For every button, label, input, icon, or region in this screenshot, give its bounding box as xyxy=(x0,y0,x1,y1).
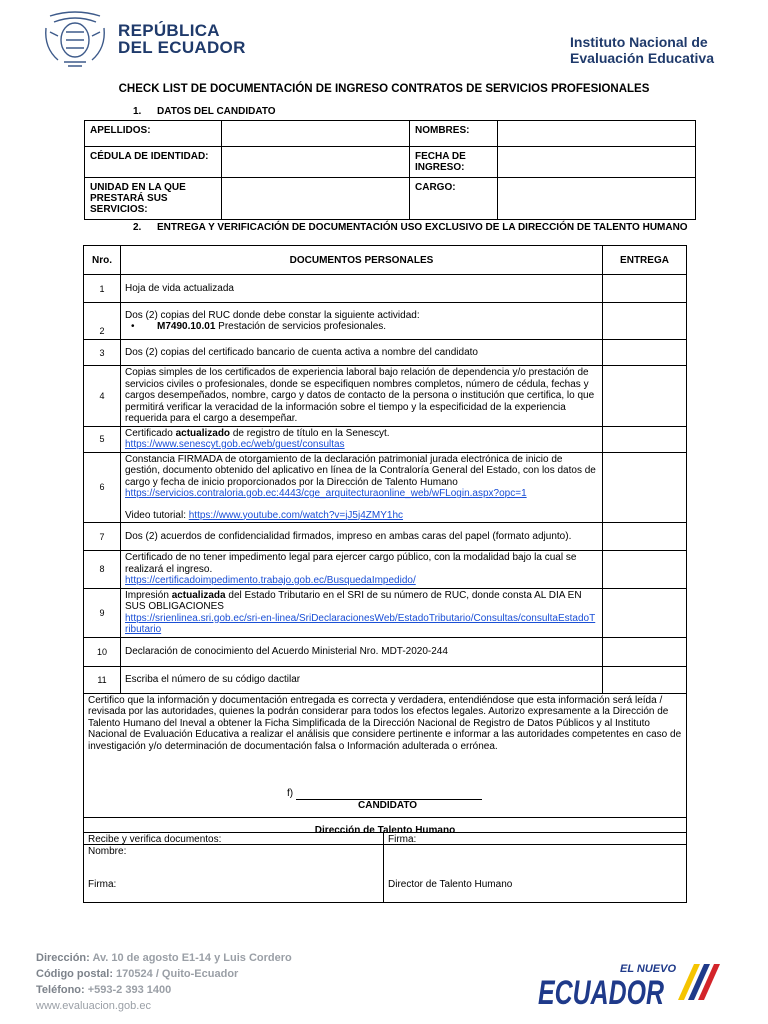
row-description: Declaración de conocimiento del Acuerdo Ministerial Nro. MDT-2020-244 xyxy=(121,637,603,666)
entrega-cell[interactable] xyxy=(603,637,687,666)
row-number: 3 xyxy=(84,340,121,366)
table-row xyxy=(84,452,687,523)
section-1-heading xyxy=(133,106,276,117)
signature-line xyxy=(88,788,682,800)
section-1-label: DATOS DEL CANDIDATO xyxy=(157,106,276,117)
certification-text: Certifico que la información y documentación entregada es correcta y verdadera, entendiéndose que esta información será leída / revisada por las autoridades, quienes la podrán considerar para todos los efectos legales. Autorizo expresamente a la Dirección de Talento Humano del Ineval a obtener la Ficha Simplificada de la Dirección Nacional de Registro de Datos Públicos y al Instituto Nacional de Evaluación Educativa a realizar el análisis que considere pertinente e informar a las autoridades competentes en caso de investigación y/o determinación de documentación falsa o Información adulterada o errónea. xyxy=(88,694,682,752)
signature-prefix: f) xyxy=(287,788,294,799)
impedimento-text: Certificado de no tener impedimento legal para ejercer cargo público, con la modalidad bajo la cual se realizará el ingreso. xyxy=(125,552,577,575)
documents-table xyxy=(83,245,687,845)
contraloria-text: Constancia FIRMADA de otorgamiento de la declaración patrimonial jurada electrónica de inicio de gestión, documento obtenido del aplicativo en línea de la Contraloría General del Estado, con los datos de cargo y fecha de inicio proporcionados por la Dirección de Talento Humano xyxy=(125,453,596,488)
table-row xyxy=(84,588,687,637)
section-2-heading xyxy=(133,222,688,233)
row-number: 11 xyxy=(84,666,121,693)
phone-value: +593-2 393 1400 xyxy=(84,984,172,996)
contraloria-link[interactable]: https://servicios.contraloria.gob.ec:4443/cge_arquitecturaonline_web/wFLogin.aspx?opc=1 xyxy=(125,488,527,499)
table-row xyxy=(84,666,687,693)
republic-line2: DEL ECUADOR xyxy=(118,38,246,57)
row-description xyxy=(121,452,603,523)
entrega-cell[interactable] xyxy=(603,275,687,303)
certification-row xyxy=(84,693,687,817)
entrega-cell[interactable] xyxy=(603,523,687,551)
header-nro: Nro. xyxy=(84,246,121,275)
institute-line2: Evaluación Educativa xyxy=(570,50,714,66)
unidad-field[interactable] xyxy=(222,178,410,220)
section-2-number: 2. xyxy=(133,222,142,233)
ruc-code: M7490.10.01 xyxy=(157,321,216,332)
table-row xyxy=(84,275,687,303)
el-nuevo-ecuador-logo xyxy=(538,958,728,1010)
nombres-field[interactable] xyxy=(498,121,696,147)
entrega-cell[interactable] xyxy=(603,426,687,452)
apellidos-field[interactable] xyxy=(222,121,410,147)
table-row xyxy=(84,366,687,427)
senescyt-text-end: de registro de título en la Senescyt. xyxy=(230,427,390,439)
senescyt-link[interactable]: https://www.senescyt.gob.ec/web/guest/consultas xyxy=(125,439,345,450)
row-description: Escriba el número de su código dactilar xyxy=(121,666,603,693)
table-row xyxy=(84,637,687,666)
footer-postal xyxy=(36,966,292,982)
footer-phone xyxy=(36,982,292,998)
institute-name xyxy=(570,34,714,66)
receive-cell[interactable] xyxy=(84,833,384,903)
table-row xyxy=(84,303,687,340)
nombres-label: NOMBRES: xyxy=(410,121,498,147)
fecha-ingreso-field[interactable] xyxy=(498,147,696,178)
table-header-row xyxy=(84,246,687,275)
ruc-text: Dos (2) copias del RUC donde debe constar la siguiente actividad: xyxy=(125,309,420,321)
cedula-label: CÉDULA DE IDENTIDAD: xyxy=(85,147,222,178)
entrega-cell[interactable] xyxy=(603,366,687,427)
ruc-bullet xyxy=(125,321,598,333)
section-1-number: 1. xyxy=(133,106,142,117)
entrega-cell[interactable] xyxy=(603,340,687,366)
table-row xyxy=(84,551,687,589)
verification-table xyxy=(83,832,687,903)
receive-label: Recibe y verifica documentos: xyxy=(88,834,222,845)
sri-text: Impresión xyxy=(125,589,172,601)
dth-label: Dirección de Talento Humano xyxy=(84,817,687,844)
cargo-field[interactable] xyxy=(498,178,696,220)
director-label: Director de Talento Humano xyxy=(388,878,513,890)
row-description xyxy=(121,588,603,637)
row-number: 4 xyxy=(84,366,121,427)
header-entrega: ENTREGA xyxy=(603,246,687,275)
row-number: 7 xyxy=(84,523,121,551)
address-value: Av. 10 de agosto E1-14 y Luis Cordero xyxy=(89,952,292,964)
postal-value: 170524 / Quito-Ecuador xyxy=(113,968,239,980)
fecha-ingreso-label: FECHA DE INGRESO: xyxy=(410,147,498,178)
video-label: Video tutorial: xyxy=(125,509,189,521)
footer-website[interactable]: www.evaluacion.gob.ec xyxy=(36,1000,151,1012)
bullet-icon: • xyxy=(131,321,135,332)
row-description: Dos (2) copias del certificado bancario de cuenta activa a nombre del candidato xyxy=(121,340,603,366)
apellidos-label: APELLIDOS: xyxy=(85,121,222,147)
senescyt-text: Certificado xyxy=(125,427,176,439)
sri-bold: actualizada xyxy=(171,589,226,601)
section-2-label: ENTREGA Y VERIFICACIÓN DE DOCUMENTACIÓN USO EXCLUSIVO DE LA DIRECCIÓN DE TALENTO HUMANO xyxy=(157,222,688,233)
firma-left-label: Firma: xyxy=(88,879,117,890)
row-description xyxy=(121,426,603,452)
institute-line1: Instituto Nacional de xyxy=(570,34,708,50)
entrega-cell[interactable] xyxy=(603,588,687,637)
director-cell[interactable] xyxy=(384,833,687,903)
header-documentos: DOCUMENTOS PERSONALES xyxy=(121,246,603,275)
table-row xyxy=(84,426,687,452)
nombre-label: Nombre: xyxy=(88,845,127,857)
republic-line1: REPÚBLICA xyxy=(118,21,220,40)
address-label: Dirección: xyxy=(36,952,90,964)
cargo-label: CARGO: xyxy=(410,178,498,220)
candidate-data-table xyxy=(84,120,696,220)
postal-label: Código postal: xyxy=(36,968,113,980)
certification-cell xyxy=(84,693,687,817)
row-number: 9 xyxy=(84,588,121,637)
row-number: 2 xyxy=(84,303,121,340)
sri-link[interactable]: https://srienlinea.sri.gob.ec/sri-en-linea/SriDeclaracionesWeb/EstadoTributario/Consultas/consultaEstadoTributario xyxy=(125,612,596,635)
table-row xyxy=(84,340,687,366)
coat-of-arms-icon xyxy=(40,8,110,70)
document-title: CHECK LIST DE DOCUMENTACIÓN DE INGRESO CONTRATOS DE SERVICIOS PROFESIONALES xyxy=(118,83,650,95)
entrega-cell[interactable] xyxy=(603,452,687,523)
row-number: 5 xyxy=(84,426,121,452)
sri-text-end: del Estado Tributario en el SRI de su número de RUC, donde consta AL DIA EN SUS OBLIGACIONES xyxy=(125,589,582,612)
logo-main-text: ECUADOR xyxy=(538,974,665,1010)
entrega-cell[interactable] xyxy=(603,551,687,589)
entrega-cell[interactable] xyxy=(603,666,687,693)
video-tutorial-link[interactable]: https://www.youtube.com/watch?v=jJ5j4ZMY1hc xyxy=(188,509,404,521)
row-number: 1 xyxy=(84,275,121,303)
row-number: 6 xyxy=(84,452,121,523)
row-description xyxy=(121,303,603,340)
flag-stripes-icon xyxy=(678,964,720,1000)
row-description xyxy=(121,551,603,589)
row-number: 8 xyxy=(84,551,121,589)
republica-logo xyxy=(40,8,246,70)
candidate-label: CANDIDATO xyxy=(358,799,418,811)
ruc-activity: Prestación de servicios profesionales. xyxy=(215,321,387,332)
phone-label: Teléfono: xyxy=(36,984,85,996)
logo-top-text: EL NUEVO xyxy=(620,963,677,975)
footer-address xyxy=(36,950,292,966)
signature-field[interactable] xyxy=(296,790,482,800)
senescyt-bold: actualizado xyxy=(175,427,231,439)
row-description: Hoja de vida actualizada xyxy=(121,275,603,303)
cedula-field[interactable] xyxy=(222,147,410,178)
table-row xyxy=(84,523,687,551)
entrega-cell[interactable] xyxy=(603,303,687,340)
row-number: 10 xyxy=(84,637,121,666)
impedimento-link[interactable]: https://certificadoimpedimento.trabajo.gob.ec/BusquedaImpedido/ xyxy=(125,575,416,586)
unidad-label: UNIDAD EN LA QUE PRESTARÁ SUS SERVICIOS: xyxy=(85,178,222,220)
row-description: Copias simples de los certificados de experiencia laboral bajo relación de dependencia y/o prestación de servicios civiles o profesionales, donde se especifiquen nombres completos, número de cédula, fechas y cargos desempeñados, nombre, cargo y datos de contacto de la persona o institución que certifica, lo que permitirá verificar la veracidad de la información sobre el tiempo y la especificidad de la experiencia requerida para el cargo a desempeñar. xyxy=(121,366,603,427)
firma-right-label: Firma: xyxy=(388,834,417,845)
footer-contact xyxy=(36,950,292,1014)
row-description: Dos (2) acuerdos de confidencialidad firmados, impreso en ambas caras del papel (formato adjunto). xyxy=(121,523,603,551)
